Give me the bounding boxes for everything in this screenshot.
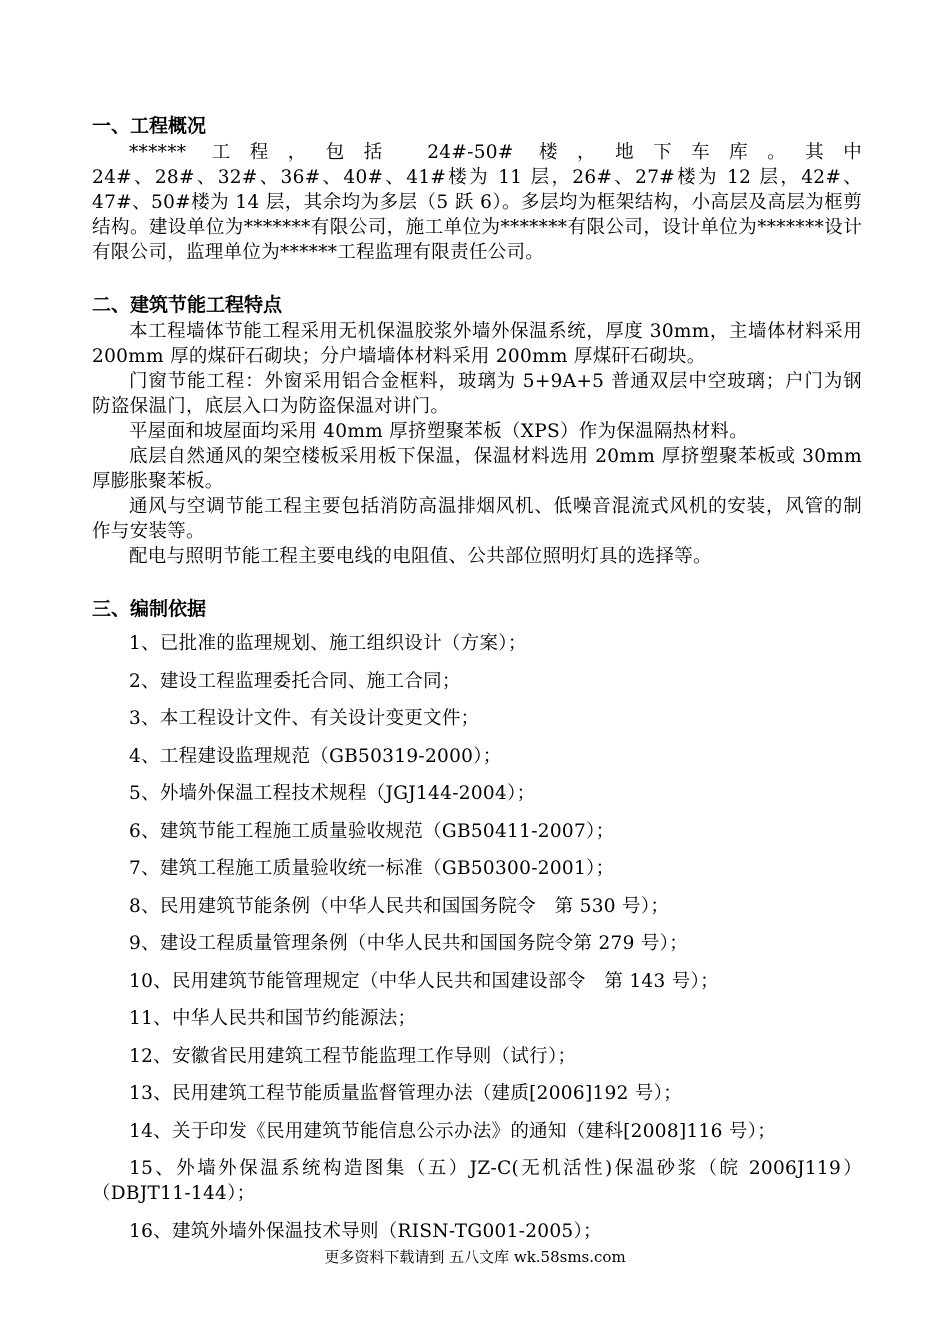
paragraph: 底层自然通风的架空楼板采用板下保温，保温材料选用 20mm 厚挤塑聚苯板或 30mm 厚膨胀聚苯板。	[92, 446, 862, 492]
list-item: 15、外墙外保温系统构造图集（五）JZ-C(无机活性)保温砂浆（皖 2006J119）（DBJT11-144）；	[92, 1158, 862, 1204]
section-project-overview	[92, 112, 862, 265]
section-heading: 二、建筑节能工程特点	[92, 294, 283, 316]
list-item: 1、已批准的监理规划、施工组织设计（方案）；	[129, 633, 527, 654]
list-item: 9、建设工程质量管理条例（中华人民共和国国务院令第 279 号）；	[129, 933, 688, 954]
list-item: 10、民用建筑节能管理规定（中华人民共和国建设部令 第 143 号）；	[129, 970, 719, 992]
section-basis	[92, 595, 862, 1244]
list-item: 8、民用建筑节能条例（中华人民共和国国务院令 第 530 号）；	[129, 895, 670, 917]
paragraph: 平屋面和坡屋面均采用 40mm 厚挤塑聚苯板（XPS）作为保温隔热材料。	[129, 421, 748, 442]
paragraph: 本工程墙体节能工程采用无机保温胶浆外墙外保温系统，厚度 30mm，主墙体材料采用 200mm 厚的煤矸石砌块；分户墙墙体材料采用 200mm 厚煤矸石砌块。	[92, 321, 862, 367]
list-item: 2、建设工程监理委托合同、施工合同；	[129, 670, 461, 692]
page-footer[interactable]: 更多资料下载请到 五八文库 wk.58sms.com	[324, 1248, 626, 1266]
basis-list	[92, 631, 862, 1244]
list-item: 12、安徽省民用建筑工程节能监理工作导则（试行）；	[129, 1045, 577, 1067]
list-item: 11、中华人民共和国节约能源法；	[129, 1008, 417, 1029]
list-item: 16、建筑外墙外保温技术导则（RISN-TG001-2005）；	[129, 1220, 602, 1242]
section-energy-features	[92, 291, 862, 569]
paragraph: 通风与空调节能工程主要包括消防高温排烟风机、低噪音混流式风机的安装，风管的制作与安装等。	[92, 496, 862, 542]
list-item: 13、民用建筑工程节能质量监督管理办法（建质[2006]192 号）；	[129, 1083, 682, 1104]
list-item: 4、工程建设监理规范（GB50319-2000）；	[129, 745, 502, 767]
section-heading: 一、工程概况	[92, 115, 207, 137]
list-item: 3、本工程设计文件、有关设计变更文件；	[129, 708, 480, 729]
paragraph: 24#、28#、32#、36#、40#、41#楼为 11 层，26#、27#楼为 12 层，42#、47#、50#楼为 14 层，其余均为多层（5 跃 6）。多层均为框架结构，小高层及高层为框剪结构。建设单位为*******有限公司，施工单位为*******有限公司，设计单位为*******设计有限公司，监理单位为******工程监理有限责任公司。	[92, 167, 862, 263]
list-item: 6、建筑节能工程施工质量验收规范（GB50411-2007）；	[129, 820, 615, 842]
document-body	[92, 112, 862, 1256]
list-item: 14、关于印发《民用建筑节能信息公示办法》的通知（建科[2008]116 号）；	[129, 1120, 777, 1142]
list-item: 7、建筑工程施工质量验收统一标准（GB50300-2001）；	[129, 858, 615, 879]
paragraph: 配电与照明节能工程主要电线的电阻值、公共部位照明灯具的选择等。	[129, 546, 712, 567]
paragraph: ****** 工程，包括 24#-50# 楼，地下车库。其中	[129, 142, 862, 163]
paragraph: 门窗节能工程：外窗采用铝合金框料，玻璃为 5+9A+5 普通双层中空玻璃；户门为钢防盗保温门，底层入口为防盗保温对讲门。	[92, 371, 862, 417]
section-heading: 三、编制依据	[92, 598, 207, 620]
list-item: 5、外墙外保温工程技术规程（JGJ144-2004）；	[129, 783, 536, 804]
